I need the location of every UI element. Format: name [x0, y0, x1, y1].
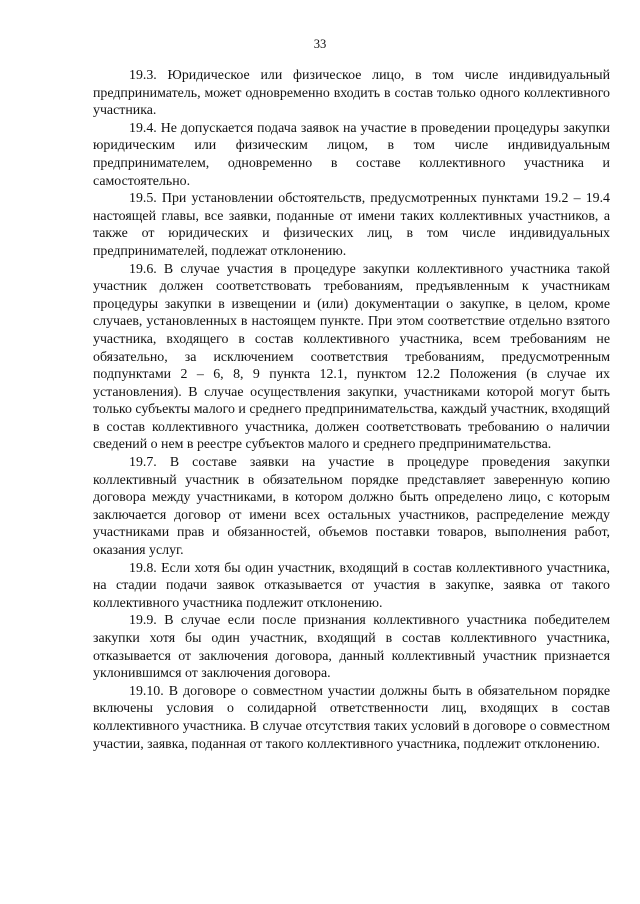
paragraph-19-8: 19.8. Если хотя бы один участник, входящий в состав коллективного участника, на стадии подачи заявок отказывается от участия в закупке, заявка от такого коллективного участника подлежит отклонению.	[93, 560, 610, 611]
document-body	[93, 67, 610, 753]
paragraph-19-9: 19.9. В случае если после признания коллективного участника победителем закупки хотя бы один участник, входящий в состав коллективного участника, отказывается от заключения договора, данный коллективный участник признается уклонившимся от заключения договора.	[93, 613, 610, 682]
paragraph-19-10: 19.10. В договоре о совместном участии должны быть в обязательном порядке включены условия о солидарной ответственности лиц, входящих в состав коллективного участника. В случае отсутствия таких условий в договоре о совместном участии, заявка, поданная от такого коллективного участника, подлежит отклонению.	[93, 683, 610, 752]
paragraph-19-6: 19.6. В случае участия в процедуре закупки коллективного участника такой участник должен соответствовать требованиям, предъявленным к участникам процедуры закупки в извещении и (или) документации о закупке, в целом, кроме случаев, установленных в настоящем пункте. При этом соответствие отдельно взятого участника, входящего в состав коллективного участника, всем требованиям не обязательно, за исключением соответствия требованиям, предусмотренным подпунктами 2 – 6, 8, 9 пункта 12.1, пунктом 12.2 Положения (в случае их установления). В случае осуществления закупки, участниками которой могут быть только субъекты малого и среднего предпринимательства, каждый участник, входящий в состав коллективного участника, должен соответствовать требованию о наличии сведений о нем в реестре субъектов малого и среднего предпринимательства.	[93, 261, 610, 453]
page-number: 33	[313, 37, 327, 51]
paragraph-19-7: 19.7. В составе заявки на участие в процедуре проведения закупки коллективный участник в обязательном порядке представляет заверенную копию договора между участниками, в котором должно быть определено лицо, с которым заключается договор от имени всех остальных участников, распределение между участниками прав и обязанностей, объемов поставки товаров, выполнения работ, оказания услуг.	[93, 455, 610, 559]
paragraph-19-4: 19.4. Не допускается подача заявок на участие в проведении процедуры закупки юридическим или физическим лицом, в том числе индивидуальным предпринимателем, одновременно в составе коллективного участника и самостоятельно.	[93, 120, 610, 189]
paragraph-19-5: 19.5. При установлении обстоятельств, предусмотренных пунктами 19.2 – 19.4 настоящей главы, все заявки, поданные от имени таких коллективных участников, а также от юридических и физических лиц, в том числе индивидуальных предпринимателей, подлежат отклонению.	[93, 191, 610, 259]
paragraph-19-3: 19.3. Юридическое или физическое лицо, в том числе индивидуальный предприниматель, может одновременно входить в состав только одного коллективного участника.	[93, 68, 610, 119]
